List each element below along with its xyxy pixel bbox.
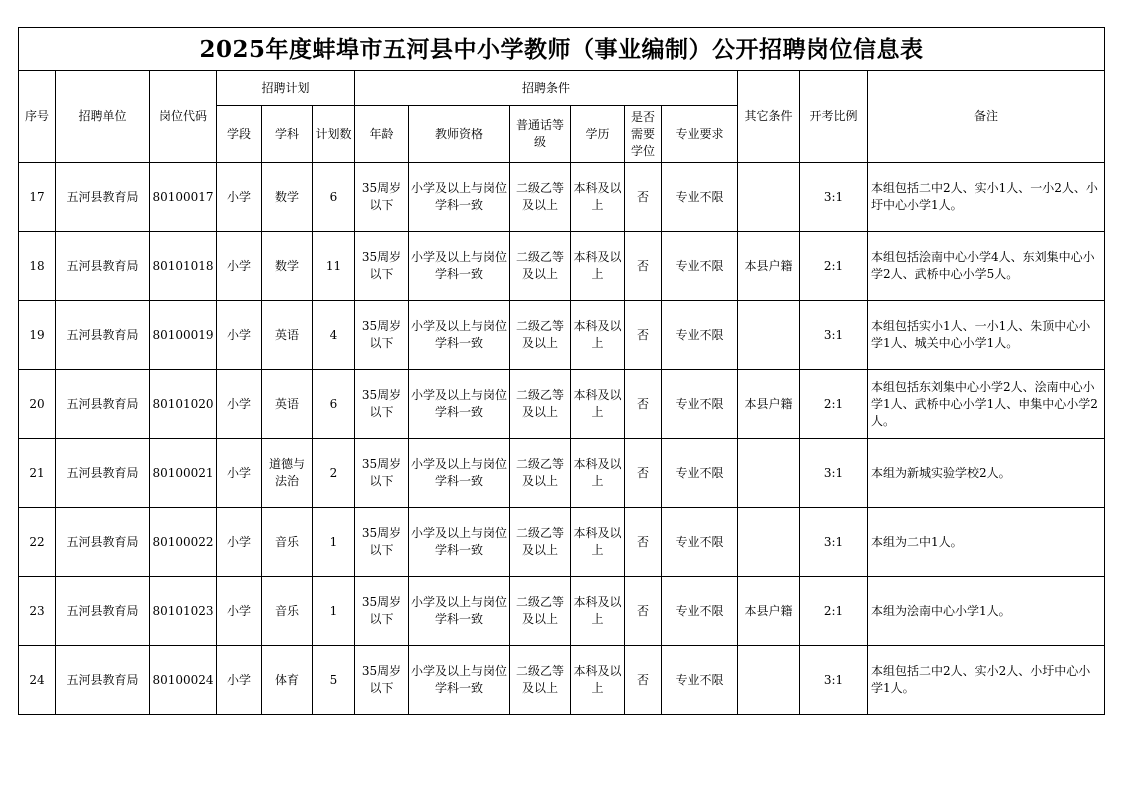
cell-note: 本组包括浍南中心小学4人、东刘集中心小学2人、武桥中心小学5人。 <box>868 232 1105 301</box>
header-other: 其它条件 <box>738 71 800 163</box>
cell-count: 6 <box>313 163 355 232</box>
cell-degree: 否 <box>625 370 662 439</box>
recruitment-table <box>18 27 1105 715</box>
cell-count: 6 <box>313 370 355 439</box>
cell-subject: 英语 <box>262 301 313 370</box>
table-row <box>19 646 1105 715</box>
cell-seq: 21 <box>19 439 56 508</box>
cell-subject: 数学 <box>262 232 313 301</box>
cell-note: 本组包括东刘集中心小学2人、浍南中心小学1人、武桥中心小学1人、申集中心小学2人。 <box>868 370 1105 439</box>
table-row <box>19 508 1105 577</box>
cell-code: 80100024 <box>150 646 217 715</box>
cell-stage: 小学 <box>217 508 262 577</box>
cell-subject: 数学 <box>262 163 313 232</box>
cell-ratio: 3:1 <box>800 646 868 715</box>
header-mandarin: 普通话等级 <box>510 106 571 163</box>
cell-subject: 音乐 <box>262 508 313 577</box>
cell-ratio: 2:1 <box>800 370 868 439</box>
recruitment-sheet <box>18 27 1104 715</box>
cell-qualification: 小学及以上与岗位学科一致 <box>409 370 510 439</box>
table-row <box>19 301 1105 370</box>
header-conditions: 招聘条件 <box>355 71 738 106</box>
cell-major: 专业不限 <box>662 163 738 232</box>
cell-seq: 18 <box>19 232 56 301</box>
cell-stage: 小学 <box>217 370 262 439</box>
cell-note: 本组为二中1人。 <box>868 508 1105 577</box>
cell-mandarin: 二级乙等及以上 <box>510 646 571 715</box>
cell-ratio: 3:1 <box>800 508 868 577</box>
table-row <box>19 370 1105 439</box>
cell-qualification: 小学及以上与岗位学科一致 <box>409 439 510 508</box>
header-education: 学历 <box>571 106 625 163</box>
cell-other <box>738 508 800 577</box>
cell-count: 5 <box>313 646 355 715</box>
cell-major: 专业不限 <box>662 439 738 508</box>
cell-ratio: 3:1 <box>800 439 868 508</box>
cell-code: 80101018 <box>150 232 217 301</box>
header-ratio: 开考比例 <box>800 71 868 163</box>
header-note: 备注 <box>868 71 1105 163</box>
cell-age: 35周岁以下 <box>355 508 409 577</box>
cell-note: 本组包括二中2人、实小2人、小圩中心小学1人。 <box>868 646 1105 715</box>
cell-major: 专业不限 <box>662 301 738 370</box>
cell-major: 专业不限 <box>662 508 738 577</box>
cell-seq: 23 <box>19 577 56 646</box>
cell-education: 本科及以上 <box>571 646 625 715</box>
cell-unit: 五河县教育局 <box>56 577 150 646</box>
header-code: 岗位代码 <box>150 71 217 163</box>
cell-other: 本县户籍 <box>738 577 800 646</box>
cell-note: 本组为浍南中心小学1人。 <box>868 577 1105 646</box>
cell-note: 本组包括实小1人、一小1人、朱顶中心小学1人、城关中心小学1人。 <box>868 301 1105 370</box>
cell-degree: 否 <box>625 439 662 508</box>
header-subject: 学科 <box>262 106 313 163</box>
cell-subject: 音乐 <box>262 577 313 646</box>
cell-stage: 小学 <box>217 577 262 646</box>
cell-unit: 五河县教育局 <box>56 439 150 508</box>
page-title: 2025年度蚌埠市五河县中小学教师（事业编制）公开招聘岗位信息表 <box>19 28 1105 71</box>
cell-education: 本科及以上 <box>571 508 625 577</box>
cell-count: 4 <box>313 301 355 370</box>
cell-education: 本科及以上 <box>571 370 625 439</box>
cell-other: 本县户籍 <box>738 232 800 301</box>
cell-major: 专业不限 <box>662 370 738 439</box>
cell-subject: 体育 <box>262 646 313 715</box>
cell-count: 1 <box>313 577 355 646</box>
header-degree: 是否需要学位 <box>625 106 662 163</box>
cell-code: 80100017 <box>150 163 217 232</box>
cell-age: 35周岁以下 <box>355 439 409 508</box>
cell-unit: 五河县教育局 <box>56 301 150 370</box>
header-age: 年龄 <box>355 106 409 163</box>
cell-seq: 19 <box>19 301 56 370</box>
table-row <box>19 577 1105 646</box>
cell-mandarin: 二级乙等及以上 <box>510 163 571 232</box>
cell-degree: 否 <box>625 232 662 301</box>
cell-code: 80100021 <box>150 439 217 508</box>
header-plan: 招聘计划 <box>217 71 355 106</box>
cell-unit: 五河县教育局 <box>56 646 150 715</box>
header-unit: 招聘单位 <box>56 71 150 163</box>
cell-code: 80100019 <box>150 301 217 370</box>
cell-qualification: 小学及以上与岗位学科一致 <box>409 301 510 370</box>
cell-stage: 小学 <box>217 646 262 715</box>
cell-code: 80100022 <box>150 508 217 577</box>
cell-ratio: 3:1 <box>800 301 868 370</box>
table-row <box>19 439 1105 508</box>
cell-seq: 17 <box>19 163 56 232</box>
cell-degree: 否 <box>625 163 662 232</box>
cell-unit: 五河县教育局 <box>56 232 150 301</box>
cell-education: 本科及以上 <box>571 163 625 232</box>
cell-mandarin: 二级乙等及以上 <box>510 439 571 508</box>
cell-qualification: 小学及以上与岗位学科一致 <box>409 163 510 232</box>
cell-unit: 五河县教育局 <box>56 163 150 232</box>
cell-age: 35周岁以下 <box>355 163 409 232</box>
cell-stage: 小学 <box>217 301 262 370</box>
cell-education: 本科及以上 <box>571 577 625 646</box>
cell-seq: 24 <box>19 646 56 715</box>
cell-degree: 否 <box>625 301 662 370</box>
cell-ratio: 2:1 <box>800 577 868 646</box>
cell-education: 本科及以上 <box>571 439 625 508</box>
header-count: 计划数 <box>313 106 355 163</box>
header-qualification: 教师资格 <box>409 106 510 163</box>
table-row <box>19 163 1105 232</box>
cell-degree: 否 <box>625 646 662 715</box>
cell-qualification: 小学及以上与岗位学科一致 <box>409 508 510 577</box>
header-major: 专业要求 <box>662 106 738 163</box>
cell-education: 本科及以上 <box>571 232 625 301</box>
cell-major: 专业不限 <box>662 646 738 715</box>
cell-stage: 小学 <box>217 439 262 508</box>
cell-education: 本科及以上 <box>571 301 625 370</box>
cell-other <box>738 439 800 508</box>
cell-mandarin: 二级乙等及以上 <box>510 508 571 577</box>
cell-note: 本组为新城实验学校2人。 <box>868 439 1105 508</box>
cell-degree: 否 <box>625 508 662 577</box>
cell-mandarin: 二级乙等及以上 <box>510 577 571 646</box>
cell-count: 11 <box>313 232 355 301</box>
cell-note: 本组包括二中2人、实小1人、一小2人、小圩中心小学1人。 <box>868 163 1105 232</box>
cell-ratio: 3:1 <box>800 163 868 232</box>
cell-other <box>738 646 800 715</box>
header-seq: 序号 <box>19 71 56 163</box>
cell-seq: 22 <box>19 508 56 577</box>
cell-other <box>738 163 800 232</box>
cell-mandarin: 二级乙等及以上 <box>510 370 571 439</box>
cell-qualification: 小学及以上与岗位学科一致 <box>409 577 510 646</box>
cell-count: 1 <box>313 508 355 577</box>
cell-count: 2 <box>313 439 355 508</box>
table-row <box>19 232 1105 301</box>
cell-age: 35周岁以下 <box>355 646 409 715</box>
cell-major: 专业不限 <box>662 577 738 646</box>
cell-subject: 道德与法治 <box>262 439 313 508</box>
cell-qualification: 小学及以上与岗位学科一致 <box>409 232 510 301</box>
cell-code: 80101023 <box>150 577 217 646</box>
cell-age: 35周岁以下 <box>355 370 409 439</box>
cell-other <box>738 301 800 370</box>
cell-major: 专业不限 <box>662 232 738 301</box>
cell-mandarin: 二级乙等及以上 <box>510 301 571 370</box>
cell-code: 80101020 <box>150 370 217 439</box>
cell-subject: 英语 <box>262 370 313 439</box>
cell-ratio: 2:1 <box>800 232 868 301</box>
cell-other: 本县户籍 <box>738 370 800 439</box>
cell-unit: 五河县教育局 <box>56 508 150 577</box>
cell-age: 35周岁以下 <box>355 232 409 301</box>
cell-stage: 小学 <box>217 163 262 232</box>
cell-mandarin: 二级乙等及以上 <box>510 232 571 301</box>
cell-seq: 20 <box>19 370 56 439</box>
header-stage: 学段 <box>217 106 262 163</box>
cell-stage: 小学 <box>217 232 262 301</box>
cell-age: 35周岁以下 <box>355 577 409 646</box>
cell-age: 35周岁以下 <box>355 301 409 370</box>
cell-unit: 五河县教育局 <box>56 370 150 439</box>
cell-qualification: 小学及以上与岗位学科一致 <box>409 646 510 715</box>
cell-degree: 否 <box>625 577 662 646</box>
